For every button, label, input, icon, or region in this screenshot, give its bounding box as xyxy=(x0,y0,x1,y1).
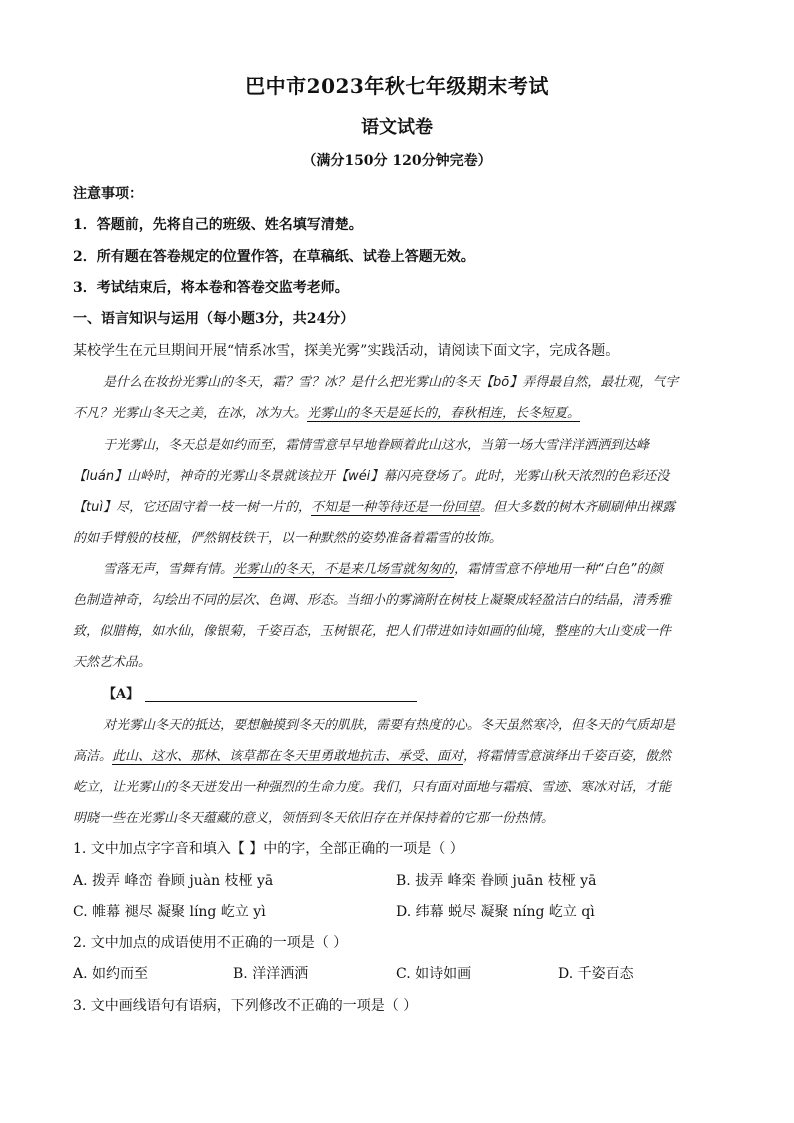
passage-line: 屹立，让光雾山的冬天迸发出一种强烈的生命力度。我们，只有面对面地与霜痕、雪迹、寒冰对话，才能 xyxy=(73,780,672,795)
passage-line: 天然艺术品。 xyxy=(73,655,152,670)
question-2-option-a: A. 如约而至 xyxy=(73,966,149,982)
passage-text: 高洁。 xyxy=(73,749,113,764)
passage-text: ，霜情雪意不停地用一种“白色”的颜 xyxy=(454,562,663,577)
passage-line xyxy=(103,558,663,577)
exam-title: 巴中市2023年秋七年级期末考试 xyxy=(245,74,549,98)
blank-a-line xyxy=(145,687,417,702)
passage-line: 明晓一些在光雾山冬天蕴藏的意义，领悟到冬天依旧存在并保持着的它那一份热情。 xyxy=(73,811,555,826)
question-2-option-b: B. 洋洋洒洒 xyxy=(233,966,309,982)
section-1-intro: 某校学生在元旦期间开展“情系冰雪，探美光雾”实践活动，请阅读下面文字，完成各题。 xyxy=(73,343,620,359)
question-1-option-b: B. 拔弄 峰栾 眷顾 juān 枝桠 yā xyxy=(396,873,597,889)
blank-a xyxy=(103,683,417,702)
passage-line: 对光雾山冬天的抵达，要想触摸到冬天的肌肤，需要有热度的心。冬天虽然寒冷，但冬天的气质却是 xyxy=(103,718,676,733)
notice-item-3: 3．考试结束后，将本卷和答卷交监考老师。 xyxy=(73,280,349,296)
question-2-stem: 2. 文中加点的成语使用不正确的一项是（ ） xyxy=(73,935,348,951)
question-1-option-c: C. 帷幕 褪尽 凝聚 líng 屹立 yì xyxy=(73,904,266,920)
passage-line xyxy=(73,402,580,421)
question-2-option-d: D. 千姿百态 xyxy=(558,966,634,982)
question-1-stem: 1. 文中加点字字音和填入【 】中的字，全部正确的一项是（ ） xyxy=(73,841,464,857)
question-1-option-d: D. 纬幕 蜕尽 凝聚 níng 屹立 qì xyxy=(396,904,595,920)
notice-item-2: 2．所有题在答卷规定的位置作答，在草稿纸、试卷上答题无效。 xyxy=(73,249,475,265)
passage-text: 不凡？光雾山冬天之美，在冰，冰为大。 xyxy=(73,406,308,421)
passage-line: 色制造神奇，勾绘出不同的层次、色调、形态。当细小的雾滴附在树枝上凝聚成轻盈洁白的结晶，清秀雅 xyxy=(73,593,672,608)
passage-line: 是什么在妆扮光雾山的冬天，霜？雪？冰？是什么把光雾山的冬天【bō】弄得最自然，最壮观，气宇 xyxy=(103,375,679,390)
underlined-sentence: 此山、这水、那林、该草都在冬天里勇敢地抗击、承受、面对 xyxy=(112,749,464,764)
section-1-heading: 一、语言知识与运用（每小题3分，共24分） xyxy=(73,311,355,327)
blank-a-label: 【A】 xyxy=(103,687,140,702)
passage-text: 【tuì】尽，它还固守着一枝一树一片的， xyxy=(73,500,311,515)
passage-line: 致，似腊梅，如水仙，像银菊，千姿百态，玉树银花，把人们带进如诗如画的仙境，整座的大山变成一件 xyxy=(73,624,672,639)
exam-subtitle: 语文试卷 xyxy=(361,117,433,138)
underlined-sentence: 光雾山的冬天，不是来几场雪就匆匆的 xyxy=(233,562,455,577)
passage-text: 雪落无声，雪舞有情。 xyxy=(103,562,234,577)
notice-heading: 注意事项： xyxy=(73,186,143,202)
notice-item-1: 1．答题前，先将自己的班级、姓名填写清楚。 xyxy=(73,217,363,233)
passage-text: ，将霜情雪意演绎出千姿百姿，傲然 xyxy=(463,749,672,764)
underlined-sentence: 光雾山的冬天是延长的，春秋相连，长冬短夏。 xyxy=(307,406,581,421)
underlined-sentence: 不知是一种等待还是一份回望 xyxy=(310,500,480,515)
question-2-option-c: C. 如诗如画 xyxy=(396,966,472,982)
question-1-option-a: A. 拨弄 峰峦 眷顾 juàn 枝桠 yā xyxy=(73,873,274,889)
passage-line xyxy=(73,745,671,764)
passage-line: 【luán】山岭时，神奇的光雾山冬景就该拉开【wéi】幕闪亮登场了。此时，光雾山秋天浓烈的色彩还没 xyxy=(73,469,670,484)
passage-line: 的如手臂般的枝桠，俨然钢枝铁干，以一种默然的姿势准备着霜雪的妆饰。 xyxy=(73,531,503,546)
passage-line xyxy=(73,496,675,515)
passage-text: 。但大多数的树木齐刷刷伸出裸露 xyxy=(479,500,675,515)
exam-score-info: （满分150分 120分钟完卷） xyxy=(302,153,492,169)
passage-line: 于光雾山，冬天总是如约而至，霜情雪意早早地眷顾着此山这水，当第一场大雪洋洋洒洒到达峰 xyxy=(103,438,650,453)
question-3-stem: 3. 文中画线语句有语病，下列修改不正确的一项是（ ） xyxy=(73,998,418,1014)
